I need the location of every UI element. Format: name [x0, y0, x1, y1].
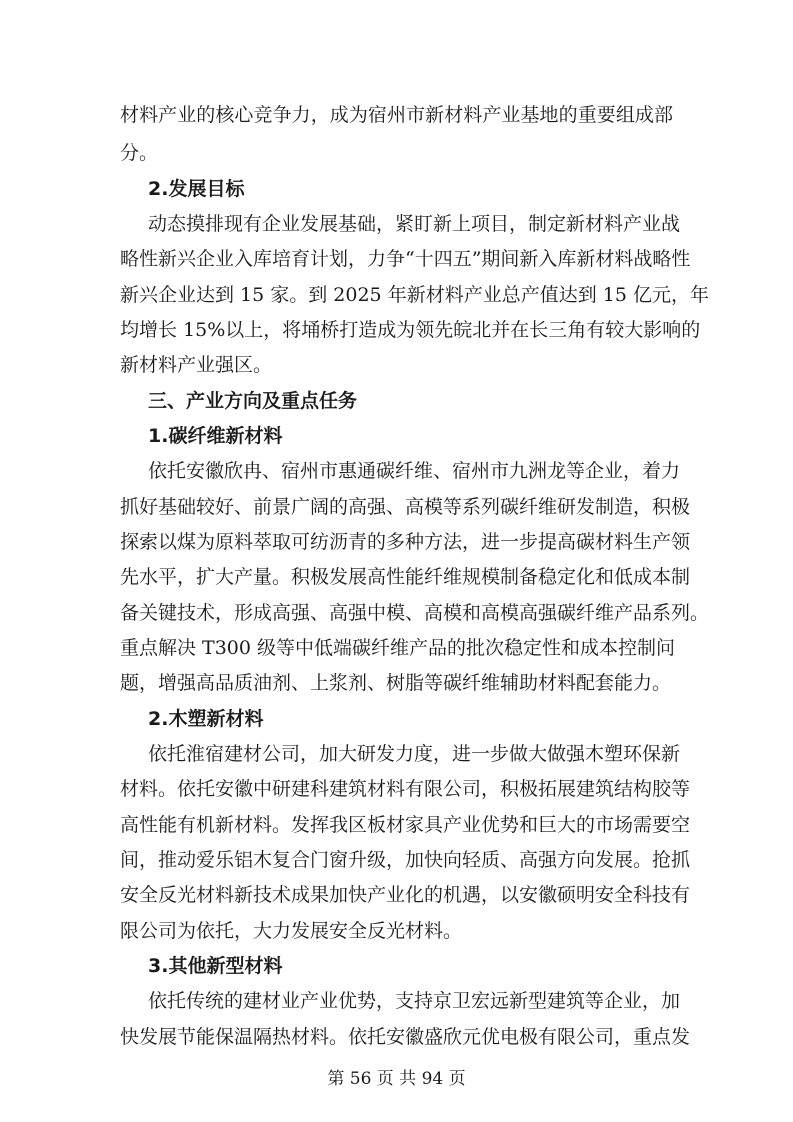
paragraph-line: 限公司为依托，大力发展安全反光材料。 — [120, 920, 463, 942]
paragraph-line: 题，增强高品质油剂、上浆剂、树脂等碳纤维辅助材料配套能力。 — [120, 672, 672, 694]
paragraph-line: 材料。依托安徽中研建科建筑材料有限公司，积极拓展建筑结构胶等 — [120, 778, 691, 800]
chapter-heading: 三、产业方向及重点任务 — [148, 390, 358, 412]
paragraph-line: 略性新兴企业入库培育计划，力争“十四五”期间新入库新材料战略性 — [120, 248, 691, 270]
paragraph-line: 新材料产业强区。 — [120, 354, 273, 376]
paragraph-line: 材料产业的核心竞争力，成为宿州市新材料产业基地的重要组成部 — [120, 104, 673, 126]
paragraph-line: 重点解决 T300 级等中低端碳纤维产品的批次稳定性和成本控制问 — [120, 637, 676, 659]
paragraph-line: 依托传统的建材业产业优势，支持京卫宏远新型建筑等企业，加 — [148, 990, 681, 1012]
paragraph-line: 间，推动爱乐铝木复合门窗升级，加快向轻质、高强方向发展。抢抓 — [120, 849, 691, 871]
paragraph-line: 依托淮宿建材公司，加大研发力度，进一步做大做强木塑环保新 — [148, 743, 681, 765]
paragraph-line: 均增长 15%以上，将埇桥打造成为领先皖北并在长三角有较大影响的 — [120, 319, 701, 341]
paragraph-line: 安全反光材料新技术成果加快产业化的机遇，以安徽硕明安全科技有 — [120, 884, 691, 906]
paragraph-line: 依托安徽欣冉、宿州市惠通碳纤维、宿州市九洲龙等企业，着力 — [148, 460, 681, 482]
paragraph-line: 动态摸排现有企业发展基础，紧盯新上项目，制定新材料产业战 — [148, 213, 681, 235]
paragraph-line: 备关键技术，形成高强、高强中模、高模和高模高强碳纤维产品系列。 — [120, 602, 710, 624]
page-number-footer: 第 56 页 共 94 页 — [327, 1069, 466, 1089]
paragraph-line: 先水平，扩大产量。积极发展高性能纤维规模制备稳定化和低成本制 — [120, 566, 691, 588]
paragraph-line: 分。 — [120, 142, 159, 164]
paragraph-line: 探索以煤为原料萃取可纺沥青的多种方法，进一步提高碳材料生产领 — [120, 531, 691, 553]
section-heading: 2.发展目标 — [148, 178, 245, 200]
paragraph-line: 快发展节能保温隔热材料。依托安徽盛欣元优电极有限公司，重点发 — [120, 1026, 691, 1048]
section-heading: 1.碳纤维新材料 — [148, 425, 283, 447]
section-heading: 2.木塑新材料 — [148, 708, 264, 730]
paragraph-line: 新兴企业达到 15 家。到 2025 年新材料产业总产值达到 15 亿元，年 — [120, 284, 709, 306]
paragraph-line: 抓好基础较好、前景广阔的高强、高模等系列碳纤维研发制造，积极 — [120, 496, 691, 518]
section-heading: 3.其他新型材料 — [148, 955, 283, 977]
paragraph-line: 高性能有机新材料。发挥我区板材家具产业优势和巨大的市场需要空 — [120, 814, 691, 836]
